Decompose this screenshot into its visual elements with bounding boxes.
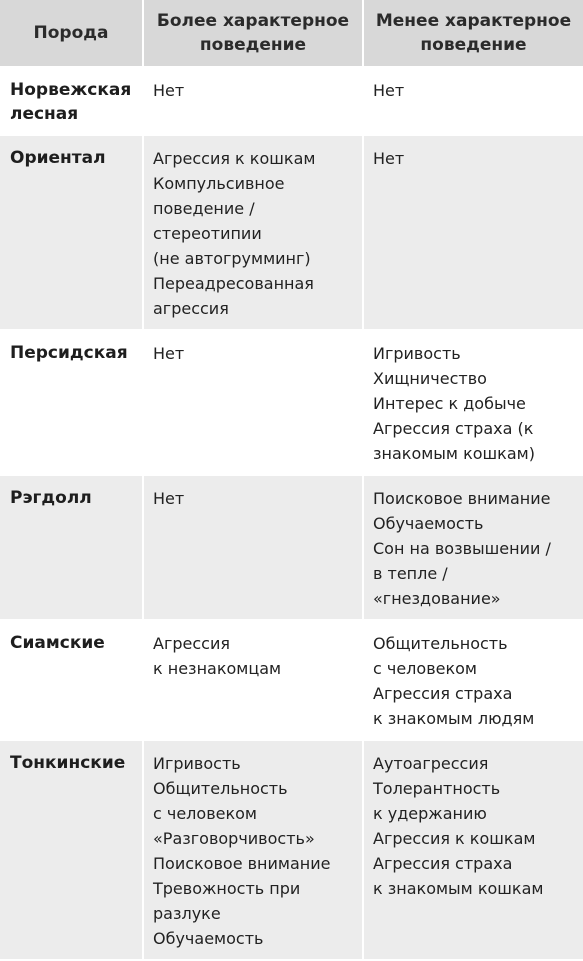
less-typical-cell: [363, 620, 583, 740]
behavior-line: Агрессия к кошкам: [153, 149, 316, 168]
less-typical-cell: [363, 67, 583, 135]
breed-cell: [0, 135, 143, 330]
breed-cell: [0, 620, 143, 740]
more-typical-cell: [143, 475, 363, 620]
behavior-line: (не автогрумминг): [153, 249, 311, 268]
breed-cell: [0, 67, 143, 135]
behavior-line: Агрессия к кошкам: [373, 829, 536, 848]
table-row: [0, 330, 583, 475]
less-typical-cell: [363, 475, 583, 620]
table-row: [0, 740, 583, 960]
behavior-line: Нет: [153, 81, 185, 100]
behavior-line: Нет: [373, 149, 405, 168]
more-typical-cell: [143, 740, 363, 960]
breed-name-line: лесная: [10, 104, 79, 124]
header-row: [0, 0, 583, 67]
table-row: [0, 67, 583, 135]
less-typical-cell: [363, 740, 583, 960]
behavior-line: Агрессия страха (к: [373, 419, 534, 438]
behavior-line: к знакомым людям: [373, 709, 535, 728]
breed-name-line: Тонкинские: [10, 753, 126, 773]
behavior-line: Обучаемость: [153, 929, 264, 948]
behavior-line: знакомым кошкам): [373, 444, 535, 463]
breed-cell: [0, 740, 143, 960]
behavior-line: стереотипии: [153, 224, 262, 243]
behavior-line: Поисковое внимание: [373, 489, 551, 508]
breed-name-line: Рэгдолл: [10, 488, 92, 508]
behavior-line: поведение /: [153, 199, 255, 218]
behavior-line: «гнездование»: [373, 589, 501, 608]
breed-name-line: Норвежская: [10, 80, 132, 100]
table-row: [0, 620, 583, 740]
less-typical-cell: [363, 330, 583, 475]
behavior-line: Нет: [373, 81, 405, 100]
behavior-line: «Разговорчивость»: [153, 829, 315, 848]
column-header-breed: Порода: [0, 0, 143, 67]
behavior-line: Агрессия страха: [373, 854, 513, 873]
breed-name-line: Персидская: [10, 343, 128, 363]
behavior-line: к незнакомцам: [153, 659, 282, 678]
behavior-line: Общительность: [153, 779, 288, 798]
behavior-line: к удержанию: [373, 804, 487, 823]
column-header-more-typical: Более характерное поведение: [143, 0, 363, 67]
breed-name-line: Ориентал: [10, 148, 106, 168]
behavior-line: Игривость: [373, 344, 461, 363]
behavior-line: Аутоагрессия: [373, 754, 489, 773]
less-typical-cell: [363, 135, 583, 330]
behavior-line: Нет: [153, 344, 185, 363]
behavior-line: в тепле /: [373, 564, 448, 583]
breed-name-line: Сиамские: [10, 633, 105, 653]
behavior-line: Агрессия: [153, 634, 230, 653]
table-row: [0, 475, 583, 620]
behavior-line: Агрессия страха: [373, 684, 513, 703]
behavior-line: с человеком: [153, 804, 257, 823]
behavior-line: к знакомым кошкам: [373, 879, 544, 898]
more-typical-cell: [143, 620, 363, 740]
behavior-line: Интерес к добыче: [373, 394, 526, 413]
behavior-line: разлуке: [153, 904, 221, 923]
behavior-line: Обучаемость: [373, 514, 484, 533]
table-header: [0, 0, 583, 67]
behavior-line: Хищничество: [373, 369, 487, 388]
behavior-line: Переадресованная: [153, 274, 314, 293]
behavior-line: Поисковое внимание: [153, 854, 331, 873]
behavior-line: Толерантность: [373, 779, 501, 798]
breed-cell: [0, 330, 143, 475]
column-header-less-typical: Менее характерное поведение: [363, 0, 583, 67]
table-row: [0, 135, 583, 330]
breed-cell: [0, 475, 143, 620]
behavior-line: агрессия: [153, 299, 229, 318]
behavior-line: Компульсивное: [153, 174, 285, 193]
behavior-line: Тревожность при: [153, 879, 301, 898]
behavior-line: Игривость: [153, 754, 241, 773]
table-body: [0, 67, 583, 960]
behavior-line: Сон на возвышении /: [373, 539, 551, 558]
more-typical-cell: [143, 135, 363, 330]
more-typical-cell: [143, 330, 363, 475]
behavior-line: с человеком: [373, 659, 477, 678]
behavior-line: Общительность: [373, 634, 508, 653]
more-typical-cell: [143, 67, 363, 135]
behavior-line: Нет: [153, 489, 185, 508]
